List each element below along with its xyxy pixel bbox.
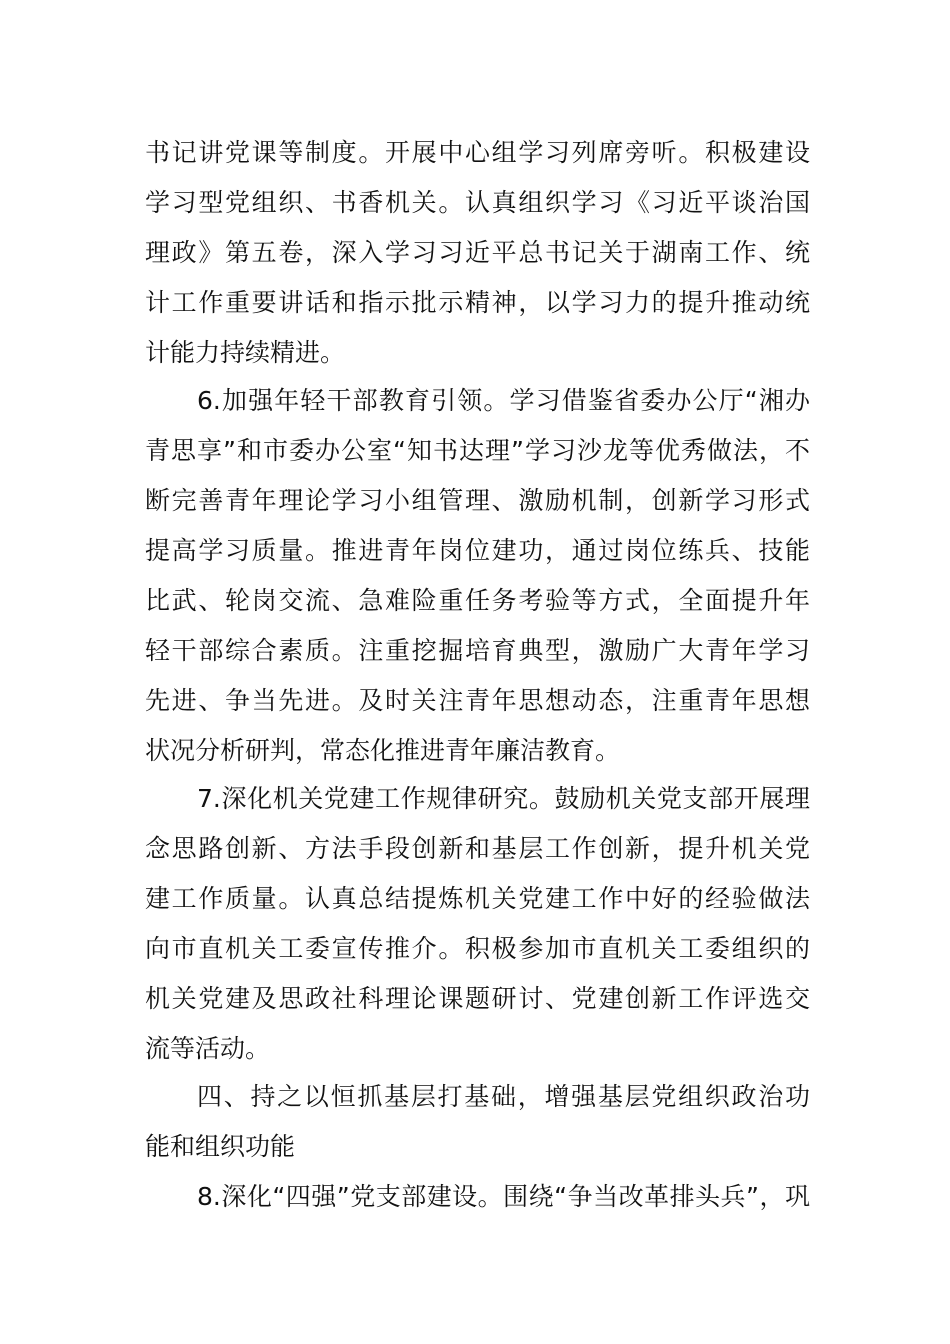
section-heading-4: [145, 1072, 810, 1172]
text-line: 建工作质量。认真总结提炼机关党建工作中好的经验做法: [145, 884, 810, 913]
text-line: 四、持之以恒抓基层打基础，增强基层党组织政治功: [197, 1082, 810, 1111]
text-line: 理政》第五卷，深入学习习近平总书记关于湖南工作、统: [145, 238, 810, 267]
text-line: 状况分析研判，常态化推进青年廉洁教育。: [145, 736, 621, 765]
text-line: 先进、争当先进。及时关注青年思想动态，注重青年思想: [145, 686, 810, 715]
text-line: 计工作重要讲话和指示批示精神，以学习力的提升推动统: [145, 288, 810, 317]
text-line: 计能力持续精进。: [145, 338, 346, 367]
paragraph-item-6: [145, 376, 810, 776]
text-line: 流等活动。: [145, 1034, 271, 1063]
text-line: 提高学习质量。推进青年岗位建功，通过岗位练兵、技能: [145, 536, 810, 565]
text-line: 6.加强年轻干部教育引领。学习借鉴省委办公厅“湘办: [197, 386, 810, 415]
text-line: 断完善青年理论学习小组管理、激励机制，创新学习形式: [145, 486, 810, 515]
text-line: 比武、轮岗交流、急难险重任务考验等方式，全面提升年: [145, 586, 810, 615]
text-line: 青思享”和市委办公室“知书达理”学习沙龙等优秀做法，不: [145, 436, 810, 465]
text-line: 向市直机关工委宣传推介。积极参加市直机关工委组织的: [145, 934, 810, 963]
text-line: 书记讲党课等制度。开展中心组学习列席旁听。积极建设: [145, 138, 810, 167]
text-line: 7.深化机关党建工作规律研究。鼓励机关党支部开展理: [197, 784, 810, 813]
text-line: 轻干部综合素质。注重挖掘培育典型，激励广大青年学习: [145, 636, 810, 665]
paragraph-item-7: [145, 774, 810, 1074]
text-line: 念思路创新、方法手段创新和基层工作创新，提升机关党: [145, 834, 810, 863]
text-line: 学习型党组织、书香机关。认真组织学习《习近平谈治国: [145, 188, 810, 217]
paragraph-item-8: [145, 1172, 810, 1222]
text-line: 8.深化“四强”党支部建设。围绕“争当改革排头兵”，巩: [197, 1182, 810, 1211]
text-line: 能和组织功能: [145, 1132, 296, 1161]
paragraph-continuation: [145, 128, 810, 378]
text-line: 机关党建及思政社科理论课题研讨、党建创新工作评选交: [145, 984, 810, 1013]
